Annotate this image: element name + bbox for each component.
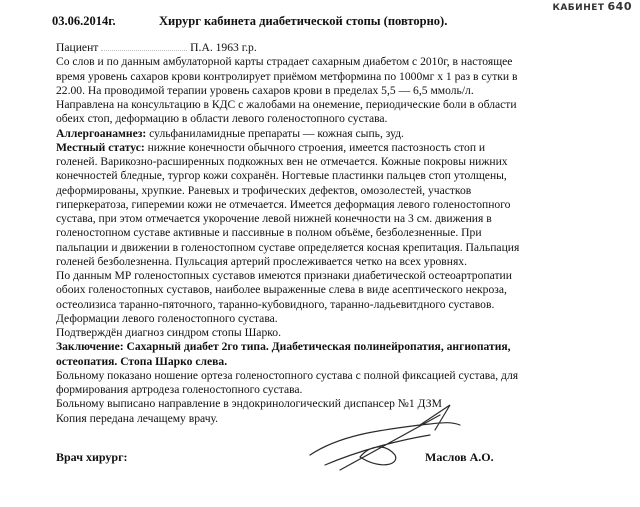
signature-name: Маслов А.О. <box>425 450 494 464</box>
status-line: обоих голеностопных суставов, наиболее выраженные слева в виде асептического некроза, <box>56 283 507 297</box>
intro-line: Направлена на консультацию в КДС с жалобами на онемение, периодические боли в области <box>56 98 517 111</box>
status-line: гиперкератоза, гиперемии кожи не отмечается. Имеется деформация левого голеностопного <box>56 197 511 211</box>
patient-label: Пациент <box>56 41 99 54</box>
allergy-label: Аллергоанамнез: <box>56 126 147 140</box>
conclusion-line <box>56 340 616 354</box>
intro-line: 22.00. На проводимой терапии уровень сахаров крови в пределах 5,5 — 6,5 ммоль/л. <box>56 83 474 97</box>
status-line: деформированы, хрупкие. Раневых и трофических дефектов, омозолестей, участков <box>56 183 472 197</box>
patient-line <box>56 41 616 55</box>
status-line: остеолизиса таранно-пяточного, таранно-кубовидного, таранно-ладьевитдного суставов. <box>56 297 495 311</box>
cabinet-number: 640 <box>607 0 632 13</box>
signature-role: Врач хирург: <box>56 450 128 464</box>
local-status-text: нижние конечности обычного строения, имеется пастозность стоп и <box>144 140 486 154</box>
status-line: По данным МР голеностопных суставов имеются признаки диабетической остеоартропатии <box>56 269 512 282</box>
status-line: Подтверждён диагноз синдром стопы Шарко. <box>56 326 281 339</box>
redacted-surname <box>101 41 187 51</box>
intro-line: время уровень сахаров крови контролирует приёмом метформина по 1000мг х 1 раз в сутки в <box>56 69 518 83</box>
status-line: конечностей бледные, тургор кожи сохранён. Ногтевые пластинки пальцев стоп утолщены, <box>56 169 507 183</box>
visit-date: 03.06.2014г. <box>52 14 116 28</box>
conclusion-text: Сахарный диабет 2го типа. Диабетическая полинейропатия, ангиопатия, <box>123 340 511 354</box>
allergy-line <box>56 127 616 141</box>
intro-line: обеих стоп, деформацию в области левого голеностопного сустава. <box>56 112 388 126</box>
status-line: голеней. Варикозно-расширенных подкожных вен не отмечается. Кожные покровы нижних <box>56 155 508 168</box>
recommendation-line: Копия передана лечащему врачу. <box>56 411 219 425</box>
status-line: голеней безболезненна. Пульсация артерий прослеживается четко на всех уровнях. <box>56 254 468 268</box>
status-line: пальпации и движении в голеностопном суставе определяется косная крепитация. Пальпация <box>56 240 520 254</box>
recommendation-line: Больному показано ношение ортеза голеностопного сустава с полной фиксацией сустава, для <box>56 368 519 382</box>
document-header <box>52 14 448 29</box>
local-status-label: Местный статус: <box>56 140 145 154</box>
cabinet-stamp <box>552 0 632 13</box>
cabinet-label: КАБИНЕТ <box>552 3 605 13</box>
intro-line: Со слов и по данным амбулаторной карты страдает сахарным диабетом с 2010г, в настоящее <box>56 55 513 69</box>
status-line: голеностопном суставе активные и пассивные в полном объёме, безболезненные. При <box>56 226 482 240</box>
conclusion-label: Заключение: <box>56 340 124 354</box>
local-status-line <box>56 141 616 155</box>
handwritten-signature <box>300 395 500 490</box>
recommendation-line: формирования артродеза голеностопного сустава. <box>56 383 303 396</box>
document-title: Хирург кабинета диабетической стопы (повторно). <box>159 14 448 28</box>
conclusion-line: остеопатия. Стопа Шарко слева. <box>56 354 228 368</box>
status-line: сустава, при этом отмечается укорочение левой нижней конечности на 3 см. движения в <box>56 212 492 225</box>
status-line: Деформации левого голеностопного сустава. <box>56 311 278 325</box>
document-body <box>56 41 616 426</box>
recommendation-line: Больному выписано направление в эндокринологический диспансер №1 ДЗМ <box>56 397 442 411</box>
patient-name: П.А. 1963 г.р. <box>190 41 257 54</box>
allergy-text: сульфаниламидные препараты — кожная сыпь, зуд. <box>146 126 404 140</box>
